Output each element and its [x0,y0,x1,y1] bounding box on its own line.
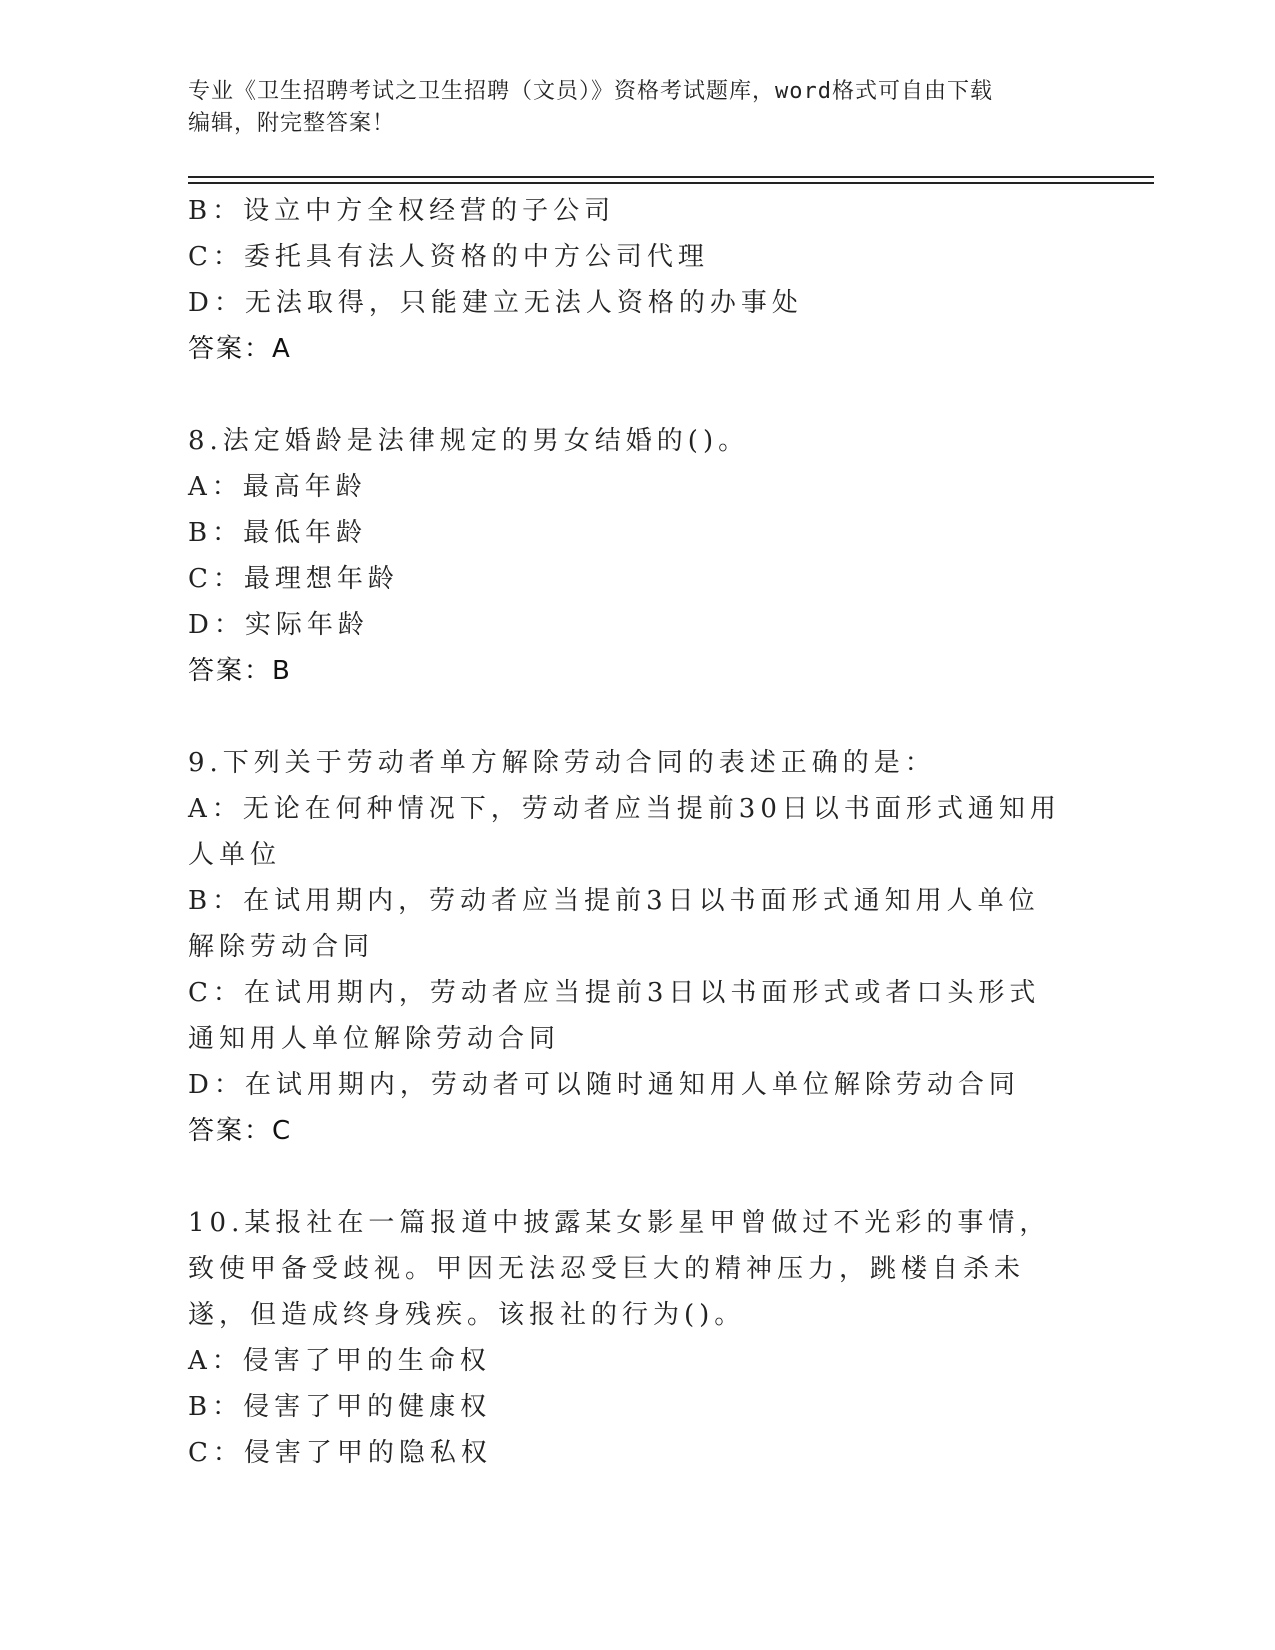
question-stem: 10.某报社在一篇报道中披露某女影星甲曾做过不光彩的事情，致使甲备受歧视。甲因无法忍受巨大的精神压力，跳楼自杀未遂，但造成终身残疾。该报社的行为()。 [188,1208,1051,1330]
question-10 [188,1200,1088,1476]
header-line-2: 编辑，附完整答案！ [188,111,396,136]
answer-text: 答案：C [188,1116,293,1146]
header-divider-top [188,176,1154,178]
option-b: B：在试用期内，劳动者应当提前3日以书面形式通知用人单位解除劳动合同 [188,886,1040,962]
option-b: B：最低年龄 [188,518,368,548]
question-stem: 8.法定婚龄是法律规定的男女结婚的()。 [188,426,750,456]
option-b: B：侵害了甲的健康权 [188,1392,492,1422]
question-list [188,188,1088,1476]
option-d: D：实际年龄 [188,610,369,640]
answer-text: 答案：B [188,656,292,686]
option-a: A：侵害了甲的生命权 [188,1346,491,1376]
option-c: C：最理想年龄 [188,564,399,594]
question-9 [188,740,1088,1154]
header-divider-bottom [188,182,1154,184]
option-c: C：侵害了甲的隐私权 [188,1438,492,1468]
document-header [188,76,1088,140]
option-c: C：委托具有法人资格的中方公司代理 [188,242,709,272]
option-d: D：在试用期内，劳动者可以随时通知用人单位解除劳动合同 [188,1070,1020,1100]
option-b: B：设立中方全权经营的子公司 [188,196,616,226]
answer-text: 答案：A [188,334,292,364]
option-a: A：无论在何种情况下，劳动者应当提前30日以书面形式通知用人单位 [188,794,1061,870]
question-stem: 9.下列关于劳动者单方解除劳动合同的表述正确的是： [188,748,936,778]
option-d: D：无法取得，只能建立无法人资格的办事处 [188,288,803,318]
question-7 [188,188,1088,372]
option-c: C：在试用期内，劳动者应当提前3日以书面形式或者口头形式通知用人单位解除劳动合同 [188,978,1041,1054]
header-line-1: 专业《卫生招聘考试之卫生招聘（文员）》资格考试题库，word格式可自由下载 [188,79,993,104]
question-8 [188,418,1088,694]
option-a: A：最高年龄 [188,472,367,502]
